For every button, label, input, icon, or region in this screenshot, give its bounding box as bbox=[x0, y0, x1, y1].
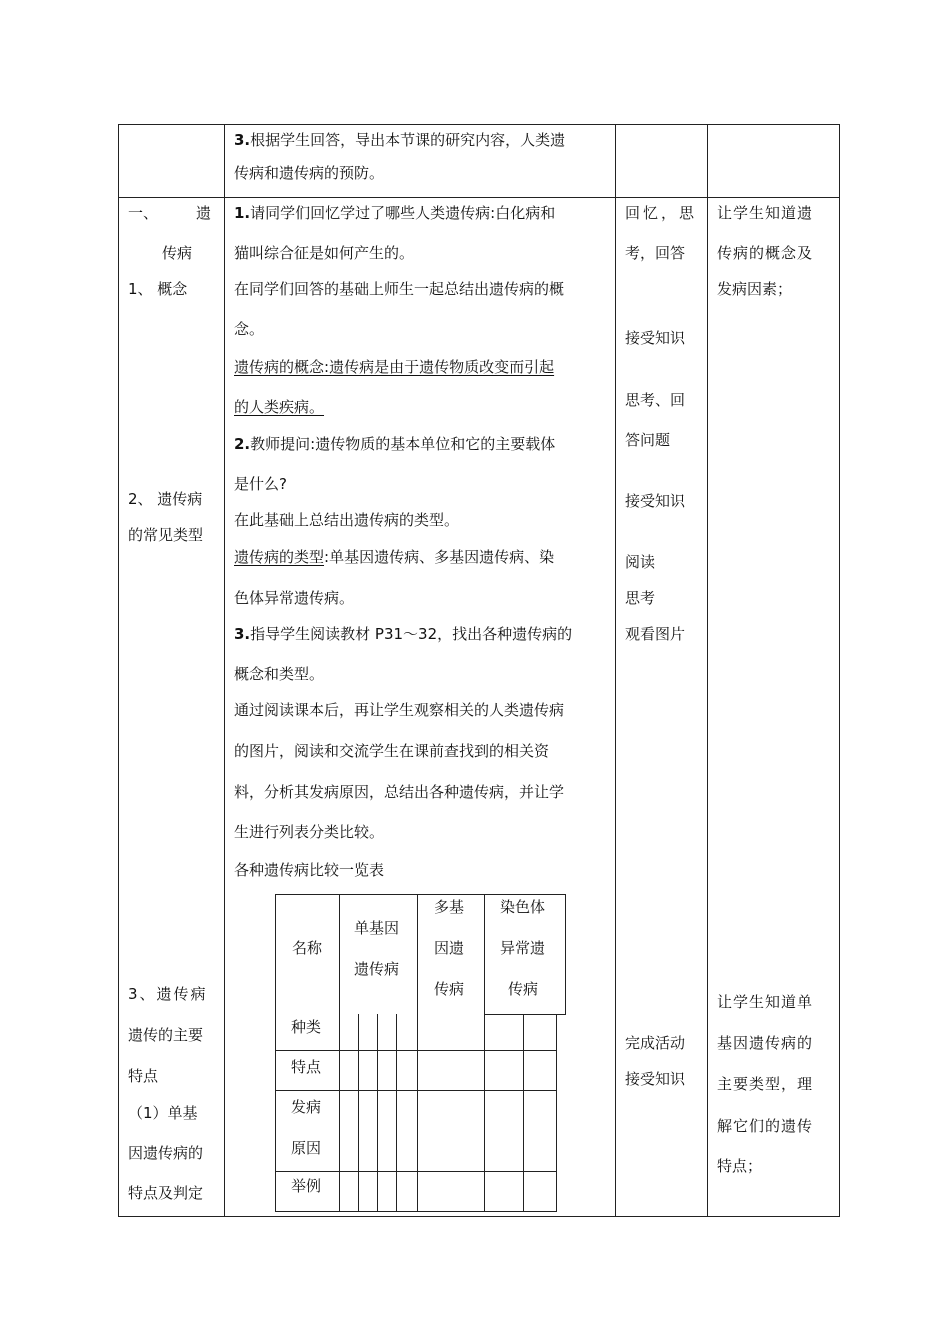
definition-types-line1: 遗传病的类型:单基因遗传病、多基因遗传病、染 bbox=[234, 548, 555, 566]
cmp-line bbox=[565, 894, 566, 1015]
cmp-line bbox=[339, 894, 340, 1212]
student-activity: 考，回答 bbox=[625, 244, 686, 262]
cmp-header-chrom: 染色体 bbox=[500, 898, 546, 916]
section-features: 特点 bbox=[128, 1067, 159, 1085]
student-activity: 接受知识 bbox=[625, 329, 686, 347]
section-concept: 1、 概念 bbox=[128, 280, 188, 298]
cmp-line bbox=[275, 894, 276, 1212]
definition-concept-line2: 的人类疾病。 bbox=[234, 398, 325, 416]
student-activity: 接受知识 bbox=[625, 1070, 686, 1088]
student-activity: 思考 bbox=[625, 589, 656, 607]
design-intent: 让学生知道遗 bbox=[717, 204, 814, 222]
cmp-header-multi: 传病 bbox=[434, 980, 465, 998]
activity-2-line1: 2.教师提问:遗传物质的基本单位和它的主要载体 bbox=[234, 435, 556, 453]
cmp-line bbox=[484, 1014, 566, 1015]
cmp-header-single: 单基因 bbox=[354, 919, 400, 937]
activity-1-line2: 猫叫综合征是如何产生的。 bbox=[234, 244, 415, 262]
activity-1-line1: 1.请同学们回忆学过了哪些人类遗传病:白化病和 bbox=[234, 204, 556, 222]
activity-types-summary: 在此基础上总结出遗传病的类型。 bbox=[234, 511, 460, 529]
design-intent: 传病的概念及 bbox=[717, 244, 814, 262]
row1-line2: 传病和遗传病的预防。 bbox=[234, 164, 385, 182]
table-border-bottom bbox=[118, 1216, 840, 1217]
cmp-header-name: 名称 bbox=[292, 939, 323, 957]
cmp-header-multi: 多基 bbox=[434, 898, 465, 916]
cmp-line bbox=[377, 1014, 378, 1212]
table-col-divider bbox=[224, 124, 225, 1217]
cmp-header-single: 遗传病 bbox=[354, 960, 400, 978]
cmp-header-chrom: 异常遗 bbox=[500, 939, 546, 957]
activity-summary-line1: 在同学们回答的基础上师生一起总结出遗传病的概 bbox=[234, 280, 565, 298]
table-col-divider bbox=[707, 124, 708, 1217]
design-intent: 让学生知道单 bbox=[717, 993, 814, 1011]
table-col-divider bbox=[615, 124, 616, 1217]
table-border-right bbox=[839, 124, 840, 1217]
activity-3-line2: 概念和类型。 bbox=[234, 665, 325, 683]
section-title-num: 一、 bbox=[128, 204, 159, 222]
student-activity: 思考、回 bbox=[625, 391, 686, 409]
cmp-header-multi: 因遗 bbox=[434, 939, 465, 957]
design-intent: 基因遗传病的 bbox=[717, 1034, 814, 1052]
cmp-line bbox=[484, 894, 485, 1212]
cmp-row-example: 举例 bbox=[291, 1177, 322, 1195]
student-activity: 答问题 bbox=[625, 431, 671, 449]
activity-reading-line3: 料，分析其发病原因，总结出各种遗传病，并让学 bbox=[234, 783, 565, 801]
cmp-line bbox=[523, 1014, 524, 1212]
table-border-left bbox=[118, 124, 119, 1217]
design-intent: 发病因素； bbox=[717, 280, 793, 298]
subsection-single-gene: 因遗传病的 bbox=[128, 1144, 204, 1162]
activity-2-line2: 是什么? bbox=[234, 475, 287, 493]
subsection-single-gene: （1）单基 bbox=[128, 1104, 198, 1122]
cmp-line bbox=[417, 894, 418, 1212]
cmp-line bbox=[275, 1211, 557, 1212]
student-activity: 阅读 bbox=[625, 553, 656, 571]
student-activity: 回忆，思 bbox=[625, 204, 698, 222]
cmp-line bbox=[358, 1014, 359, 1212]
section-title-part: 传病 bbox=[162, 244, 193, 262]
section-types: 2、 遗传病 bbox=[128, 490, 203, 508]
section-title-part: 遗 bbox=[196, 204, 212, 222]
design-intent: 特点； bbox=[717, 1157, 763, 1175]
cmp-line bbox=[275, 1050, 557, 1051]
cmp-line bbox=[275, 1090, 557, 1091]
cmp-row-feature: 特点 bbox=[291, 1058, 322, 1076]
cmp-header-chrom: 传病 bbox=[508, 980, 539, 998]
cmp-row-kind: 种类 bbox=[291, 1018, 322, 1036]
definition-term: 遗传病的类型 bbox=[234, 548, 325, 566]
student-activity: 观看图片 bbox=[625, 625, 686, 643]
activity-1-num: 1. bbox=[234, 204, 251, 222]
student-activity: 接受知识 bbox=[625, 492, 686, 510]
definition-types-line2: 色体异常遗传病。 bbox=[234, 589, 355, 607]
section-types: 的常见类型 bbox=[128, 526, 204, 544]
definition-term: 遗传病的概念 bbox=[234, 358, 325, 376]
design-intent: 主要类型，理 bbox=[717, 1075, 814, 1093]
cmp-row-cause: 发病 bbox=[291, 1098, 322, 1116]
comparison-table-caption: 各种遗传病比较一览表 bbox=[234, 861, 385, 879]
activity-summary-line2: 念。 bbox=[234, 320, 265, 338]
cmp-line bbox=[275, 894, 566, 895]
row1-line1: 3.根据学生回答，导出本节课的研究内容，人类遗 bbox=[234, 131, 566, 149]
activity-3-num: 3. bbox=[234, 625, 251, 643]
activity-reading-line4: 生进行列表分类比较。 bbox=[234, 823, 385, 841]
student-activity: 完成活动 bbox=[625, 1034, 686, 1052]
activity-reading-line2: 的图片，阅读和交流学生在课前查找到的相关资 bbox=[234, 742, 550, 760]
row1-num: 3. bbox=[234, 131, 251, 149]
activity-2-num: 2. bbox=[234, 435, 251, 453]
activity-reading-line1: 通过阅读课本后，再让学生观察相关的人类遗传病 bbox=[234, 701, 565, 719]
cmp-line bbox=[396, 1014, 397, 1212]
definition-concept-line1: 遗传病的概念:遗传病是由于遗传物质改变而引起 bbox=[234, 358, 555, 376]
section-features: 3、遗传病 bbox=[128, 985, 208, 1003]
section-features: 遗传的主要 bbox=[128, 1026, 204, 1044]
activity-3-line1: 3.指导学生阅读教材 P31～32，找出各种遗传病的 bbox=[234, 625, 573, 643]
design-intent: 解它们的遗传 bbox=[717, 1117, 814, 1135]
subsection-single-gene: 特点及判定 bbox=[128, 1184, 204, 1202]
cmp-line bbox=[556, 1014, 557, 1212]
cmp-row-cause: 原因 bbox=[291, 1139, 322, 1157]
cmp-line bbox=[275, 1171, 557, 1172]
